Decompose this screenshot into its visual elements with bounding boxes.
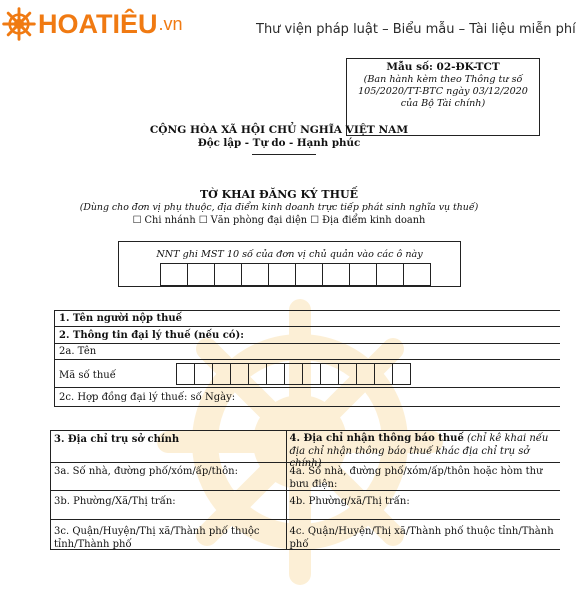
tax-code-cells[interactable] bbox=[161, 263, 431, 286]
agent-tax-code-digit-cell[interactable] bbox=[194, 363, 213, 385]
brand-logo[interactable] bbox=[2, 6, 183, 42]
agent-tax-code-digit-cell[interactable] bbox=[212, 363, 231, 385]
agent-contract-label: 2c. Hợp đồng đại lý thuế: số Ngày: bbox=[59, 391, 236, 403]
agent-tax-code-digit-cell[interactable] bbox=[320, 363, 339, 385]
tax-code-digit-cell[interactable] bbox=[376, 263, 404, 286]
tax-code-digit-cell[interactable] bbox=[214, 263, 242, 286]
ship-wheel-icon bbox=[2, 7, 36, 41]
notice-address-column bbox=[287, 431, 560, 550]
agent-name-label: 2a. Tên bbox=[59, 346, 97, 357]
agent-contract-row[interactable] bbox=[55, 388, 560, 407]
head-office-ward[interactable]: 3b. Phường/Xã/Thị trấn: bbox=[51, 491, 286, 520]
document-subtitle: (Dùng cho đơn vị phụ thuộc, địa điểm kinh doanh trực tiếp phát sinh nghĩa vụ thuế) bbox=[79, 202, 479, 213]
agent-tax-code-label: Mã số thuế bbox=[59, 369, 116, 381]
tax-agent-suffix: (nếu có): bbox=[193, 329, 244, 341]
tax-code-digit-cell[interactable] bbox=[187, 263, 215, 286]
tax-agent-label: 2. Thông tin đại lý thuế bbox=[59, 329, 191, 341]
tax-code-digit-cell[interactable] bbox=[268, 263, 296, 286]
notice-street[interactable]: 4a. Số nhà, đường phố/xóm/ấp/thôn hoặc hòm thư bưu điện: bbox=[287, 463, 560, 491]
unit-type-options[interactable]: ☐ Chi nhánh ☐ Văn phòng đại diện ☐ Địa điểm kinh doanh bbox=[132, 215, 426, 226]
agent-tax-code-digit-cell[interactable] bbox=[248, 363, 267, 385]
head-office-street[interactable]: 3a. Số nhà, đường phố/xóm/ấp/thôn: bbox=[51, 463, 286, 491]
agent-tax-code-cells[interactable] bbox=[177, 363, 411, 385]
agent-tax-code-digit-cell[interactable] bbox=[392, 363, 411, 385]
address-table bbox=[50, 430, 560, 550]
logo-suffix: .vn bbox=[158, 14, 183, 34]
national-motto: Độc lập - Tự do - Hạnh phúc bbox=[197, 137, 361, 149]
head-office-heading: 3. Địa chỉ trụ sở chính bbox=[51, 431, 286, 463]
agent-tax-code-digit-cell[interactable] bbox=[284, 363, 303, 385]
form-code: Mẫu số: 02-ĐK-TCT bbox=[386, 61, 500, 73]
agent-tax-code-digit-cell[interactable] bbox=[176, 363, 195, 385]
notice-district[interactable]: 4c. Quận/Huyện/Thị xã/Thành phố thuộc tỉnh/Thành phố bbox=[287, 520, 560, 550]
tax-code-digit-cell[interactable] bbox=[295, 263, 323, 286]
tax-agent-row bbox=[55, 327, 560, 344]
taxpayer-name-label: 1. Tên người nộp thuế bbox=[59, 313, 183, 324]
taxpayer-info-table bbox=[54, 310, 560, 407]
tax-code-digit-cell[interactable] bbox=[241, 263, 269, 286]
tax-code-digit-cell[interactable] bbox=[160, 263, 188, 286]
agent-name-row[interactable] bbox=[55, 344, 560, 360]
tax-code-digit-cell[interactable] bbox=[349, 263, 377, 286]
agent-tax-code-row[interactable] bbox=[55, 360, 560, 388]
national-title: CỘNG HÒA XÃ HỘI CHỦ NGHĨA VIỆT NAM bbox=[149, 124, 409, 136]
notice-address-heading bbox=[287, 431, 560, 469]
agent-tax-code-digit-cell[interactable] bbox=[230, 363, 249, 385]
tax-code-digit-cell[interactable] bbox=[403, 263, 431, 286]
motto-underline bbox=[252, 154, 316, 155]
site-tagline: Thư viện pháp luật – Biểu mẫu – Tài liệu miễn phí bbox=[256, 22, 576, 37]
agent-tax-code-digit-cell[interactable] bbox=[338, 363, 357, 385]
taxpayer-name-row[interactable] bbox=[55, 311, 560, 327]
head-office-district[interactable]: 3c. Quận/Huyện/Thị xã/Thành phố thuộc tỉnh/Thành phố bbox=[51, 520, 286, 550]
tax-code-digit-cell[interactable] bbox=[322, 263, 350, 286]
agent-tax-code-digit-cell[interactable] bbox=[356, 363, 375, 385]
agent-tax-code-digit-cell[interactable] bbox=[374, 363, 393, 385]
notice-heading-note: (chỉ kê khai nếu địa chỉ nhận thông báo thuế khác địa chỉ trụ sở chính) bbox=[289, 433, 549, 469]
notice-heading-bold: 4. Địa chỉ nhận thông báo thuế bbox=[289, 433, 464, 444]
parent-tax-code-box bbox=[118, 241, 461, 287]
head-office-column bbox=[51, 431, 287, 550]
notice-ward[interactable]: 4b. Phường/xã/Thị trấn: bbox=[287, 491, 560, 520]
form-issuance-note: (Ban hành kèm theo Thông tư số 105/2020/TT-BTC ngày 03/12/2020 của Bộ Tài chính) bbox=[358, 74, 528, 109]
agent-tax-code-digit-cell[interactable] bbox=[266, 363, 285, 385]
logo-text: HOATIÊU bbox=[38, 9, 158, 39]
agent-tax-code-digit-cell[interactable] bbox=[302, 363, 321, 385]
tax-code-caption: NNT ghi MST 10 số của đơn vị chủ quản vào các ô này bbox=[156, 249, 423, 260]
document-title: TỜ KHAI ĐĂNG KÝ THUẾ bbox=[200, 188, 358, 201]
